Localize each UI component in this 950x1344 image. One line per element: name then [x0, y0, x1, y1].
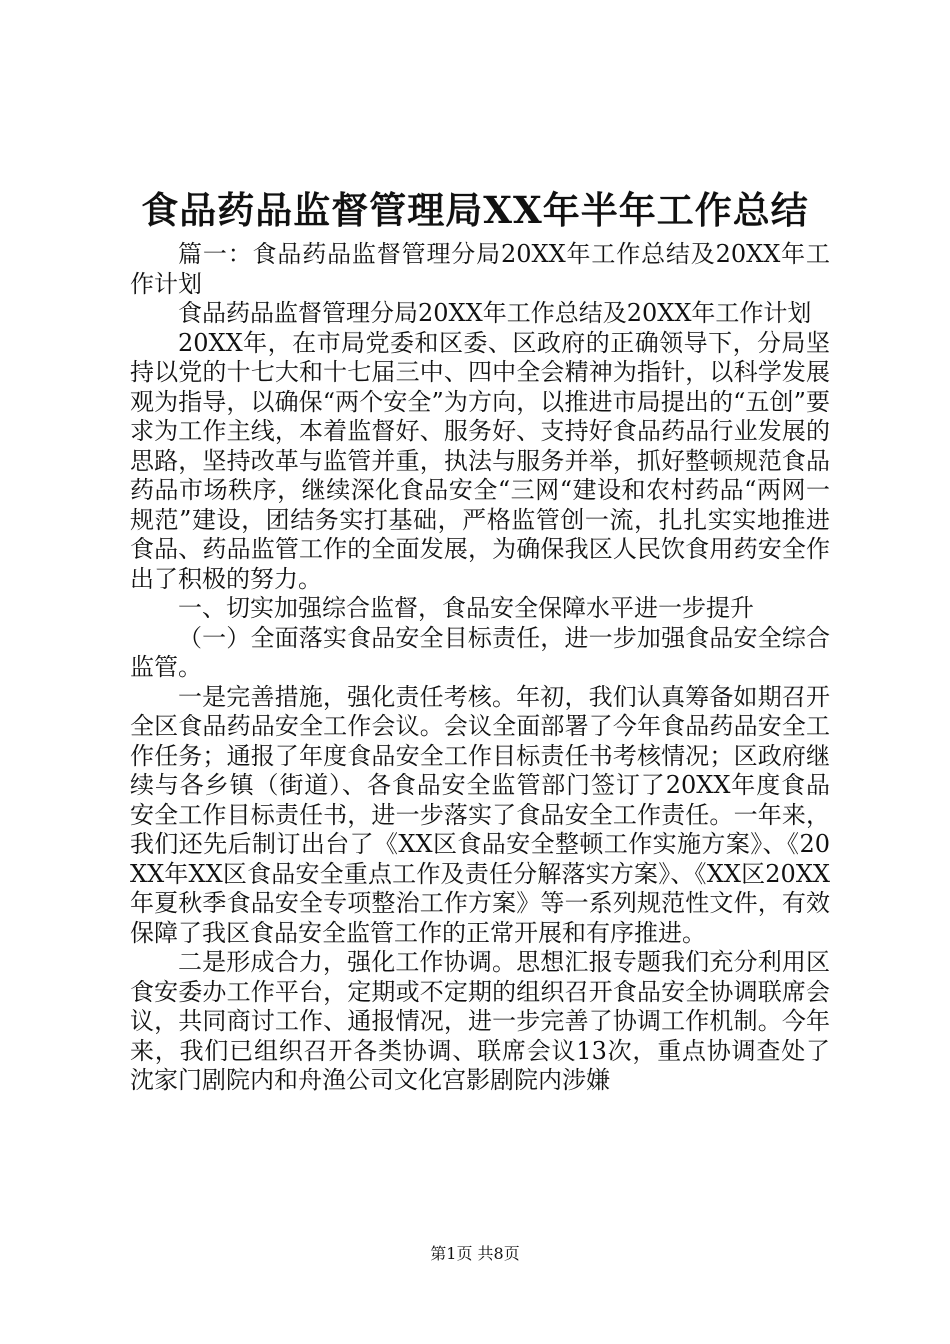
document-body [130, 240, 830, 1096]
subsection-heading: （一）全面落实食品安全目标责任，进一步加强食品安全综合监管。 [130, 623, 830, 681]
paragraph: 篇一：食品药品监督管理分局20XX年工作总结及20XX年工作计划 [130, 240, 830, 298]
paragraph: 一是完善措施，强化责任考核。年初，我们认真筹备如期召开全区食品药品安全工作会议。会议全面部署了今年食品药品安全工作任务；通报了年度食品安全工作目标责任书考核情况；区政府继续与各乡镇（街道）、各食品安全监管部门签订了20XX年度食品安全工作目标责任书，进一步落实了食品安全工作责任。一年来，我们还先后制订出台了《XX区食品安全整顿工作实施方案》、《20XX年XX区食品安全重点工作及责任分解落实方案》、《XX区20XX年夏秋季食品安全专项整治工作方案》等一系列规范性文件，有效保障了我区食品安全监管工作的正常开展和有序推进。 [130, 682, 830, 947]
section-heading: 一、切实加强综合监督，食品安全保障水平进一步提升 [178, 594, 754, 622]
paragraph: 食品药品监督管理分局20XX年工作总结及20XX年工作计划 [178, 299, 812, 327]
page-footer: 第1页 共8页 [430, 1244, 520, 1263]
paragraph: 二是形成合力，强化工作协调。思想汇报专题我们充分利用区食安委办工作平台，定期或不定期的组织召开食品安全协调联席会议，共同商讨工作、通报情况，进一步完善了协调工作机制。今年来，我们已组织召开各类协调、联席会议13次，重点协调查处了沈家门剧院内和舟渔公司文化宫影剧院内涉嫌 [130, 948, 830, 1094]
paragraph: 20XX年，在市局党委和区委、区政府的正确领导下，分局坚持以党的十七大和十七届三中、四中全会精神为指针，以科学发展观为指导，以确保“两个安全”为方向，以推进市局提出的“五创”要求为工作主线，本着监督好、服务好、支持好食品药品行业发展的思路，坚持改革与监管并重，执法与服务并举，抓好整顿规范食品药品市场秩序，继续深化食品安全“三网“建设和农村药品“两网一规范”建设，团结务实打基础，严格监管创一流，扎扎实实地推进食品、药品监管工作的全面发展，为确保我区人民饮食用药安全作出了积极的努力。 [130, 328, 830, 593]
document-title: 食品药品监督管理局XX年半年工作总结 [141, 188, 809, 232]
